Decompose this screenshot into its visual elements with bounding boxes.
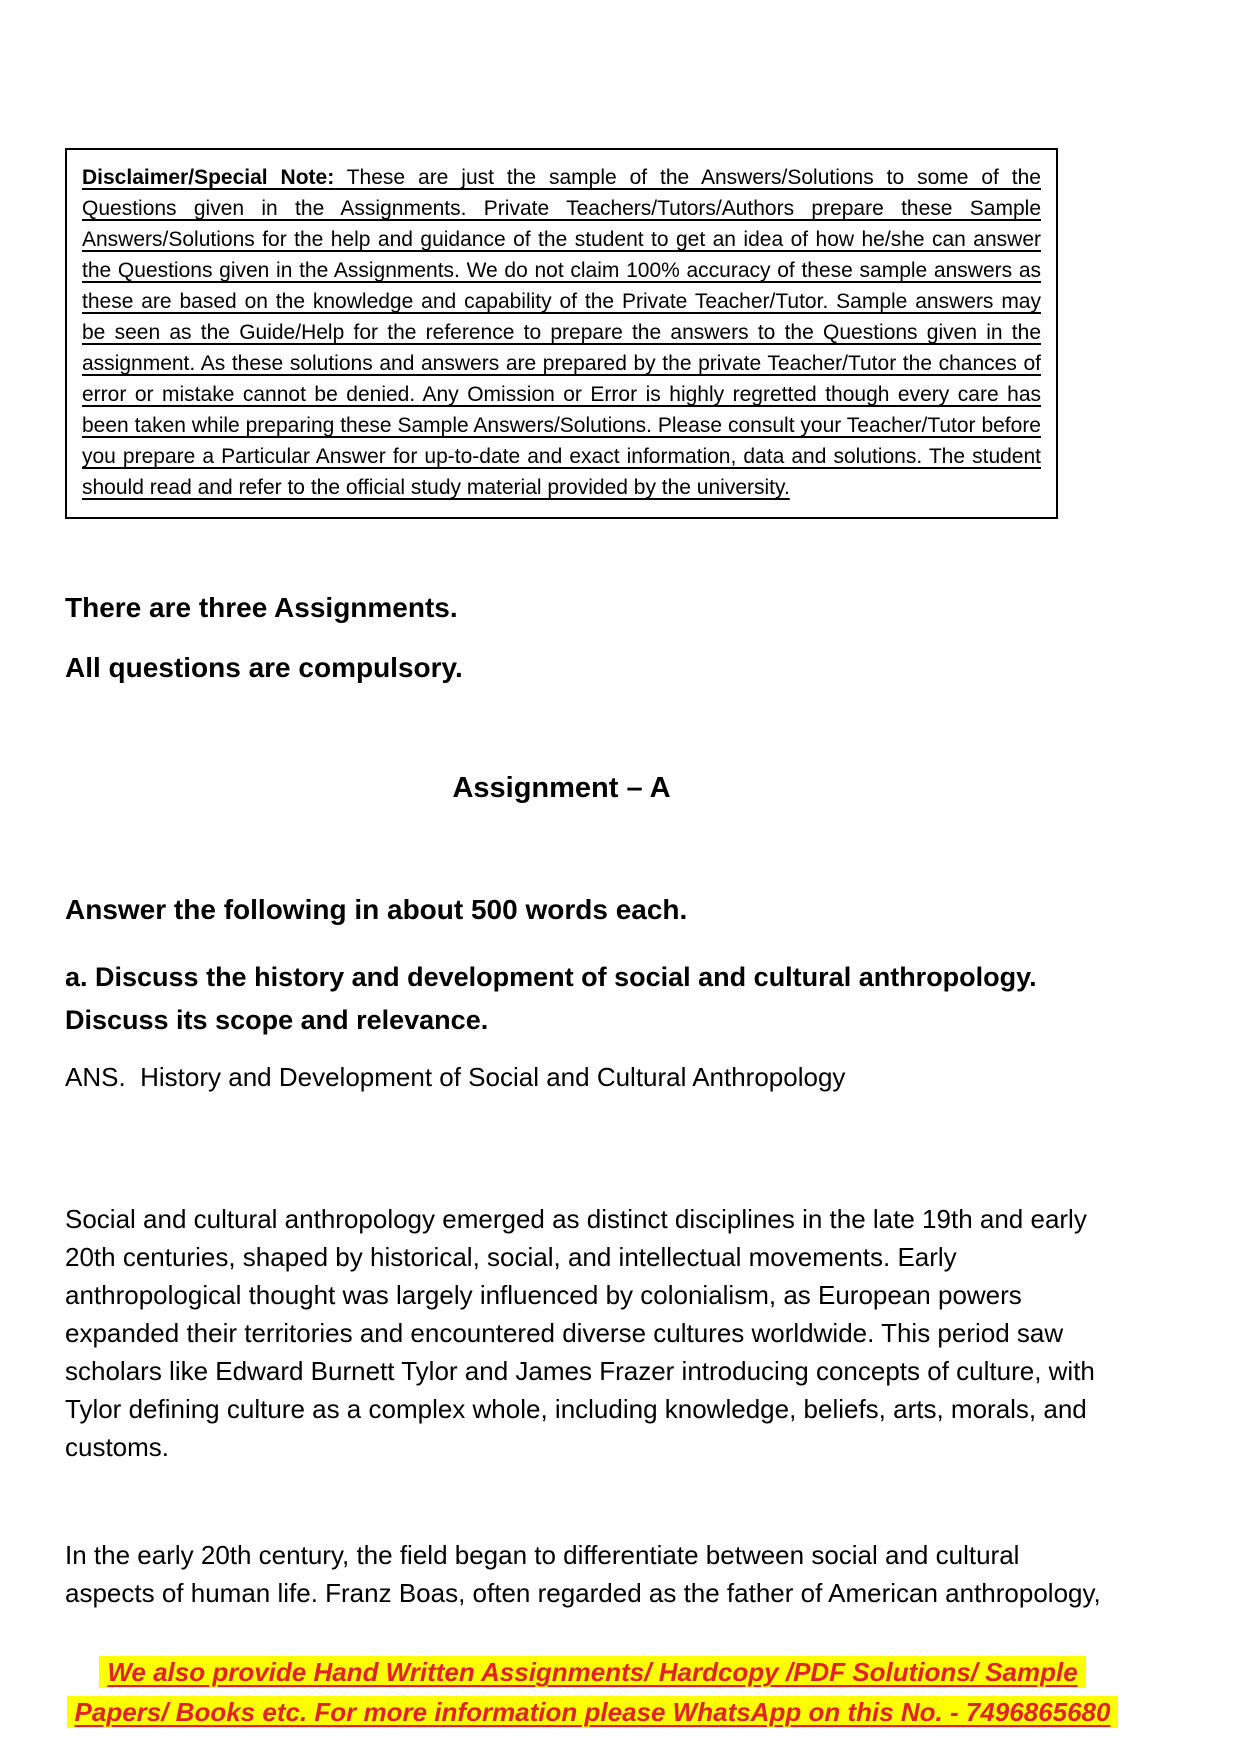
disclaimer-label: Disclaimer/Special Note: (82, 166, 335, 189)
footer-promo (65, 1652, 1120, 1732)
disclaimer-text: These are just the sample of the Answers/Solutions to some of the Questions given in the Assignments. Private Teachers/Tutors/Authors prepare these Sample Answers/Solutions for the help and guidance of the student to get an idea of how he/she can answer the Questions given in the Assignments. We do not claim 100% accuracy of these sample answers as these are based on the knowledge and capability of the Private Teacher/Tutor. Sample answers may be seen as the Guide/Help for the reference to prepare the answers to the Questions given in the assignment. As these solutions and answers are prepared by the private Teacher/Tutor the chances of error or mistake cannot be denied. Any Omission or Error is highly regretted though every care has been taken while preparing these Sample Answers/Solutions. Please consult your Teacher/Tutor before you prepare a Particular Answer for up-to-date and exact information, data and solutions. The student should read and refer to the official study material provided by the university. (82, 166, 1041, 499)
heading-all-questions-compulsory: All questions are compulsory. (65, 652, 463, 683)
whatsapp-promo-text: We also provide Hand Written Assignments/ Hardcopy /PDF Solutions/ Sample Papers/ Books etc. For more information please WhatsApp on this No. - 7496865680 (67, 1656, 1119, 1728)
assignment-a-title: Assignment – A (452, 772, 671, 804)
answer-paragraph-1: Social and cultural anthropology emerged as distinct disciplines in the late 19th and early 20th centuries, shaped by historical, social, and intellectual movements. Early anthropological thought was largely influenced by colonialism, as European powers expanded their territories and encountered diverse cultures worldwide. This period saw scholars like Edward Burnett Tylor and James Frazer introducing concepts of culture, with Tylor defining culture as a complex whole, including knowledge, beliefs, arts, morals, and customs. (65, 1204, 1095, 1462)
disclaimer-box (65, 148, 1058, 519)
answer-heading: ANS. History and Development of Social and Cultural Anthropology (65, 1062, 846, 1092)
heading-three-assignments: There are three Assignments. (65, 592, 458, 623)
question-a-heading: a. Discuss the history and development of social and cultural anthropology. Discuss its scope and relevance. (65, 962, 1037, 1035)
instruction-heading: Answer the following in about 500 words each. (65, 894, 688, 925)
answer-paragraph-2: In the early 20th century, the field began to differentiate between social and cultural aspects of human life. Franz Boas, often regarded as the father of American anthropology, (65, 1540, 1101, 1608)
